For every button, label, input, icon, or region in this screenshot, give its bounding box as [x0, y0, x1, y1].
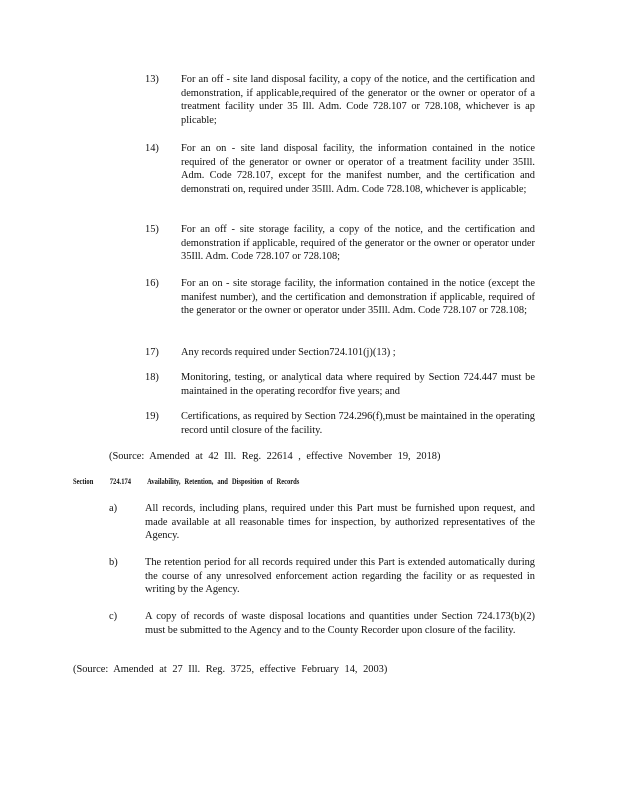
item-number: 17): [145, 347, 159, 358]
item-text: For an off - site land disposal facility, a copy of the notice, and the certification and demonstration, if applicable,required of the generator or the owner or operator of a treatment facility under 35 Ill. Adm. Code 728.107 or 728.108, whichever is ap plicable;: [181, 74, 535, 126]
item-letter: c): [109, 611, 118, 622]
item-text: For an off - site storage facility, a copy of the notice, and the certification and demonstration if applicable, required of the generator or the owner or operator under 35Ill. Adm. Code 728.107 or 728.108;: [181, 224, 535, 263]
item-number: 18): [145, 372, 159, 383]
item-text: Certifications, as required by Section 724.296(f),must be maintained in the operating record until closure of the facility.: [181, 411, 535, 436]
item-number: 15): [145, 224, 159, 235]
item-text: The retention period for all records required under this Part is extended automatically during the course of any unresolved enforcement action regarding the facility or as requested in writing by the Agency.: [145, 557, 535, 596]
item-number: 13): [145, 74, 159, 85]
item-number: 14): [145, 143, 159, 154]
item-text: For an on - site storage facility, the information contained in the notice (except the manifest number), and the certification and demonstration if applicable, required of the generator or the owner or operator under 35Ill. Adm. Code 728.107 or 728.108;: [181, 278, 535, 317]
item-number: 16): [145, 278, 159, 289]
item-letter: b): [109, 557, 118, 568]
source-note: (Source: Amended at 27 Ill. Reg. 3725, effective February 14, 2003): [73, 664, 388, 675]
item-text: For an on - site land disposal facility, the information contained in the notice required of the generator or owner or operator of a treatment facility under 35Ill. Adm. Code 728.107, except for the manifest number, and the certification and demonstrati on, required under 35Ill. Adm. Code 728.108, whichever is applicable;: [181, 143, 535, 195]
item-number: 19): [145, 411, 159, 422]
item-text: All records, including plans, required under this Part must be furnished upon request, and made available at all reasonable times for inspection, by authorized representatives of the Agency.: [145, 503, 535, 542]
item-text: A copy of records of waste disposal locations and quantities under Section 724.173(b)(2) must be submitted to the Agency and to the County Recorder upon closure of the facility.: [145, 611, 535, 636]
section-title: Availability, Retention, and Disposition of Records: [147, 477, 300, 486]
item-text: Monitoring, testing, or analytical data where required by Section 724.447 must be maintained in the operating recordfor five years; and: [181, 372, 535, 397]
section-label: Section: [73, 477, 94, 486]
source-note: (Source: Amended at 42 Ill. Reg. 22614 , effective November 19, 2018): [109, 451, 441, 462]
item-letter: a): [109, 503, 118, 514]
item-text: Any records required under Section724.101(j)(13) ;: [181, 347, 396, 358]
section-heading: [73, 477, 312, 486]
section-number: 724.174: [109, 477, 132, 486]
